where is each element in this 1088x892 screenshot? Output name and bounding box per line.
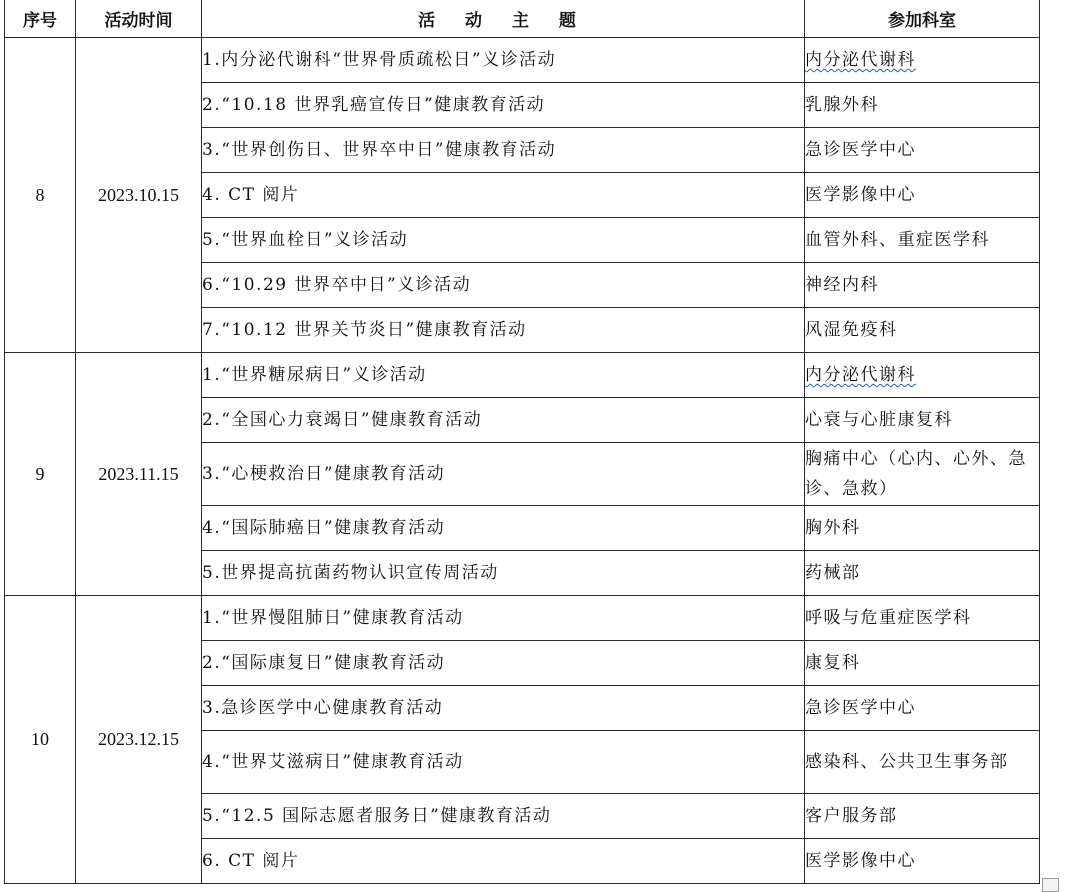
header-date: 活动时间 <box>76 0 202 38</box>
activity-topic: 2.“10.18 世界乳癌宣传日”健康教育活动 <box>202 83 805 128</box>
department: 呼吸与危重症医学科 <box>805 596 1040 641</box>
department-text: 内分泌代谢科 <box>805 50 916 70</box>
department: 医学影像中心 <box>805 173 1040 218</box>
department: 药械部 <box>805 551 1040 596</box>
activity-topic: 4.“国际肺癌日”健康教育活动 <box>202 506 805 551</box>
department: 康复科 <box>805 641 1040 686</box>
group-number: 8 <box>5 38 76 353</box>
group-date: 2023.10.15 <box>76 38 202 353</box>
department: 血管外科、重症医学科 <box>805 218 1040 263</box>
department: 心衰与心脏康复科 <box>805 398 1040 443</box>
department: 风湿免疫科 <box>805 308 1040 353</box>
activity-topic: 2.“国际康复日”健康教育活动 <box>202 641 805 686</box>
department: 胸痛中心（心内、心外、急诊、急救） <box>805 443 1040 506</box>
activity-topic: 6. CT 阅片 <box>202 839 805 884</box>
table-row <box>5 353 1040 398</box>
activity-topic: 5.世界提高抗菌药物认识宣传周活动 <box>202 551 805 596</box>
activity-topic: 4.“世界艾滋病日”健康教育活动 <box>202 731 805 794</box>
table-row <box>5 38 1040 83</box>
header-topic: 活 动 主 题 <box>202 0 805 38</box>
department <box>805 353 1040 398</box>
department-text: 内分泌代谢科 <box>805 365 916 385</box>
table-header-row <box>5 0 1040 38</box>
activity-topic: 5.“世界血栓日”义诊活动 <box>202 218 805 263</box>
department: 急诊医学中心 <box>805 128 1040 173</box>
table-row <box>5 596 1040 641</box>
scroll-corner-button[interactable] <box>1042 878 1059 892</box>
activity-topic: 1.“世界糖尿病日”义诊活动 <box>202 353 805 398</box>
header-no: 序号 <box>5 0 76 38</box>
department: 神经内科 <box>805 263 1040 308</box>
header-dept: 参加科室 <box>805 0 1040 38</box>
department: 乳腺外科 <box>805 83 1040 128</box>
department: 医学影像中心 <box>805 839 1040 884</box>
activity-topic: 2.“全国心力衰竭日”健康教育活动 <box>202 398 805 443</box>
activity-topic: 3.“心梗救治日”健康教育活动 <box>202 443 805 506</box>
group-number: 10 <box>5 596 76 884</box>
activity-topic: 6.“10.29 世界卒中日”义诊活动 <box>202 263 805 308</box>
activity-topic: 4. CT 阅片 <box>202 173 805 218</box>
group-number: 9 <box>5 353 76 596</box>
activity-schedule-table <box>4 0 1040 884</box>
department: 急诊医学中心 <box>805 686 1040 731</box>
activity-topic: 5.“12.5 国际志愿者服务日”健康教育活动 <box>202 794 805 839</box>
group-date: 2023.11.15 <box>76 353 202 596</box>
activity-topic: 3.急诊医学中心健康教育活动 <box>202 686 805 731</box>
group-date: 2023.12.15 <box>76 596 202 884</box>
department <box>805 38 1040 83</box>
activity-topic: 7.“10.12 世界关节炎日”健康教育活动 <box>202 308 805 353</box>
department: 客户服务部 <box>805 794 1040 839</box>
activity-topic: 3.“世界创伤日、世界卒中日”健康教育活动 <box>202 128 805 173</box>
department: 感染科、公共卫生事务部 <box>805 731 1040 794</box>
activity-topic: 1.“世界慢阻肺日”健康教育活动 <box>202 596 805 641</box>
department: 胸外科 <box>805 506 1040 551</box>
activity-topic: 1.内分泌代谢科“世界骨质疏松日”义诊活动 <box>202 38 805 83</box>
